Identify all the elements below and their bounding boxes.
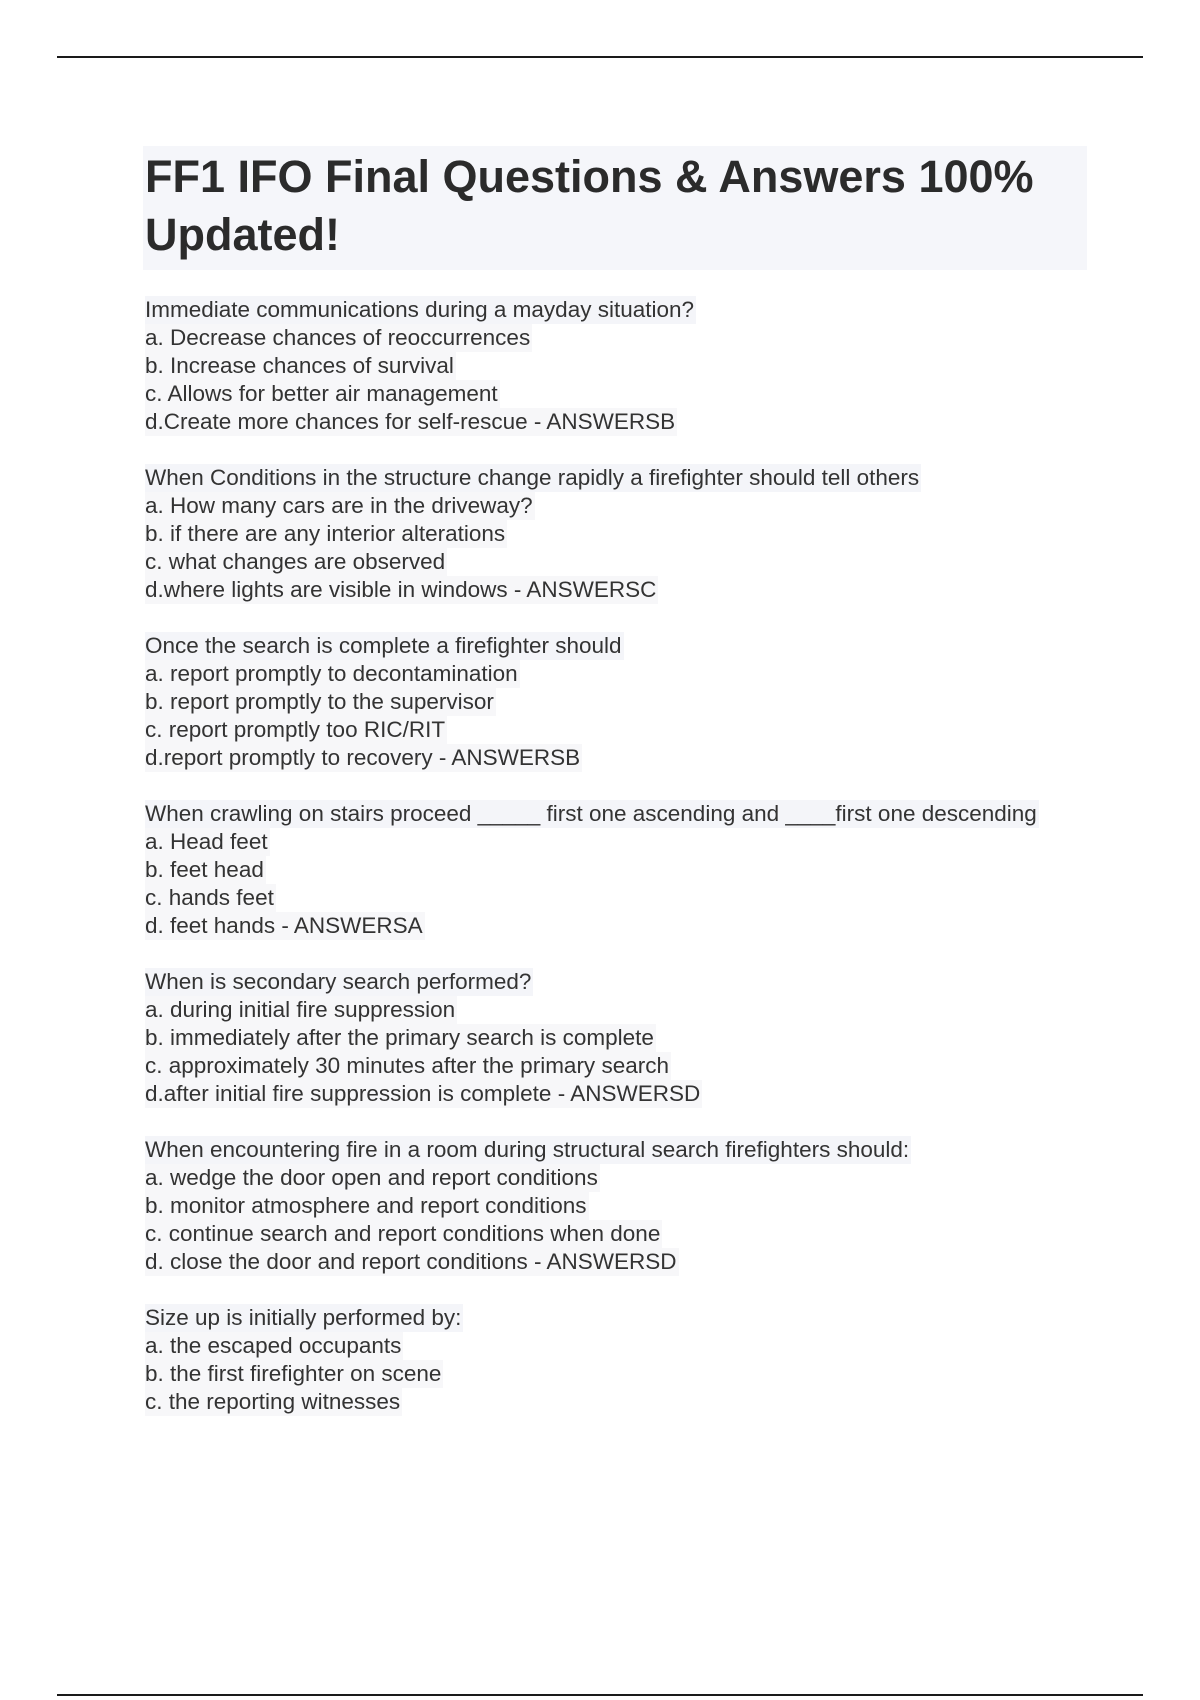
question-text: When is secondary search performed? xyxy=(145,969,532,994)
answer-option: d. feet hands - ANSWERSA xyxy=(145,913,423,938)
bottom-rule xyxy=(57,1694,1143,1696)
answer-option: b. feet head xyxy=(145,857,264,882)
question-text: When Conditions in the structure change rapidly a firefighter should tell others xyxy=(145,465,920,490)
answer-option: b. if there are any interior alterations xyxy=(145,521,506,546)
question-text: Immediate communications during a mayday situation? xyxy=(145,297,695,322)
question-block xyxy=(145,968,1089,1108)
answer-option: a. Decrease chances of reoccurrences xyxy=(145,325,531,350)
title-block xyxy=(143,146,1087,270)
question-list xyxy=(145,296,1089,1416)
answer-option: a. How many cars are in the driveway? xyxy=(145,493,533,518)
answer-option: d.after initial fire suppression is complete - ANSWERSD xyxy=(145,1081,701,1106)
document-title: FF1 IFO Final Questions & Answers 100% Updated! xyxy=(145,151,1034,260)
question-block xyxy=(145,632,1089,772)
answer-option: b. monitor atmosphere and report conditions xyxy=(145,1193,587,1218)
answer-option: c. Allows for better air management xyxy=(145,381,498,406)
answer-option: a. the escaped occupants xyxy=(145,1333,402,1358)
answer-option: c. what changes are observed xyxy=(145,549,446,574)
question-block xyxy=(145,1136,1089,1276)
question-block xyxy=(145,464,1089,604)
question-block xyxy=(145,296,1089,436)
answer-option: c. hands feet xyxy=(145,885,274,910)
answer-option: a. report promptly to decontamination xyxy=(145,661,518,686)
answer-option: d. close the door and report conditions - ANSWERSD xyxy=(145,1249,677,1274)
answer-option: c. approximately 30 minutes after the primary search xyxy=(145,1053,669,1078)
answer-option: b. immediately after the primary search is complete xyxy=(145,1025,654,1050)
answer-option: d.report promptly to recovery - ANSWERSB xyxy=(145,745,581,770)
question-text: Size up is initially performed by: xyxy=(145,1305,462,1330)
question-text: Once the search is complete a firefighter should xyxy=(145,633,622,658)
answer-option: c. the reporting witnesses xyxy=(145,1389,401,1414)
top-rule xyxy=(57,56,1143,58)
answer-option: b. the first firefighter on scene xyxy=(145,1361,442,1386)
document-body xyxy=(145,146,1089,1444)
question-block xyxy=(145,1304,1089,1416)
answer-option: c. continue search and report conditions when done xyxy=(145,1221,661,1246)
answer-option: a. during initial fire suppression xyxy=(145,997,456,1022)
question-text: When encountering fire in a room during structural search firefighters should: xyxy=(145,1137,910,1162)
answer-option: b. report promptly to the supervisor xyxy=(145,689,494,714)
question-block xyxy=(145,800,1089,940)
answer-option: a. wedge the door open and report conditions xyxy=(145,1165,598,1190)
answer-option: d.Create more chances for self-rescue - ANSWERSB xyxy=(145,409,676,434)
question-text: When crawling on stairs proceed _____ first one ascending and ____first one descending xyxy=(145,801,1037,826)
answer-option: b. Increase chances of survival xyxy=(145,353,454,378)
answer-option: a. Head feet xyxy=(145,829,268,854)
answer-option: d.where lights are visible in windows - ANSWERSC xyxy=(145,577,657,602)
answer-option: c. report promptly too RIC/RIT xyxy=(145,717,446,742)
